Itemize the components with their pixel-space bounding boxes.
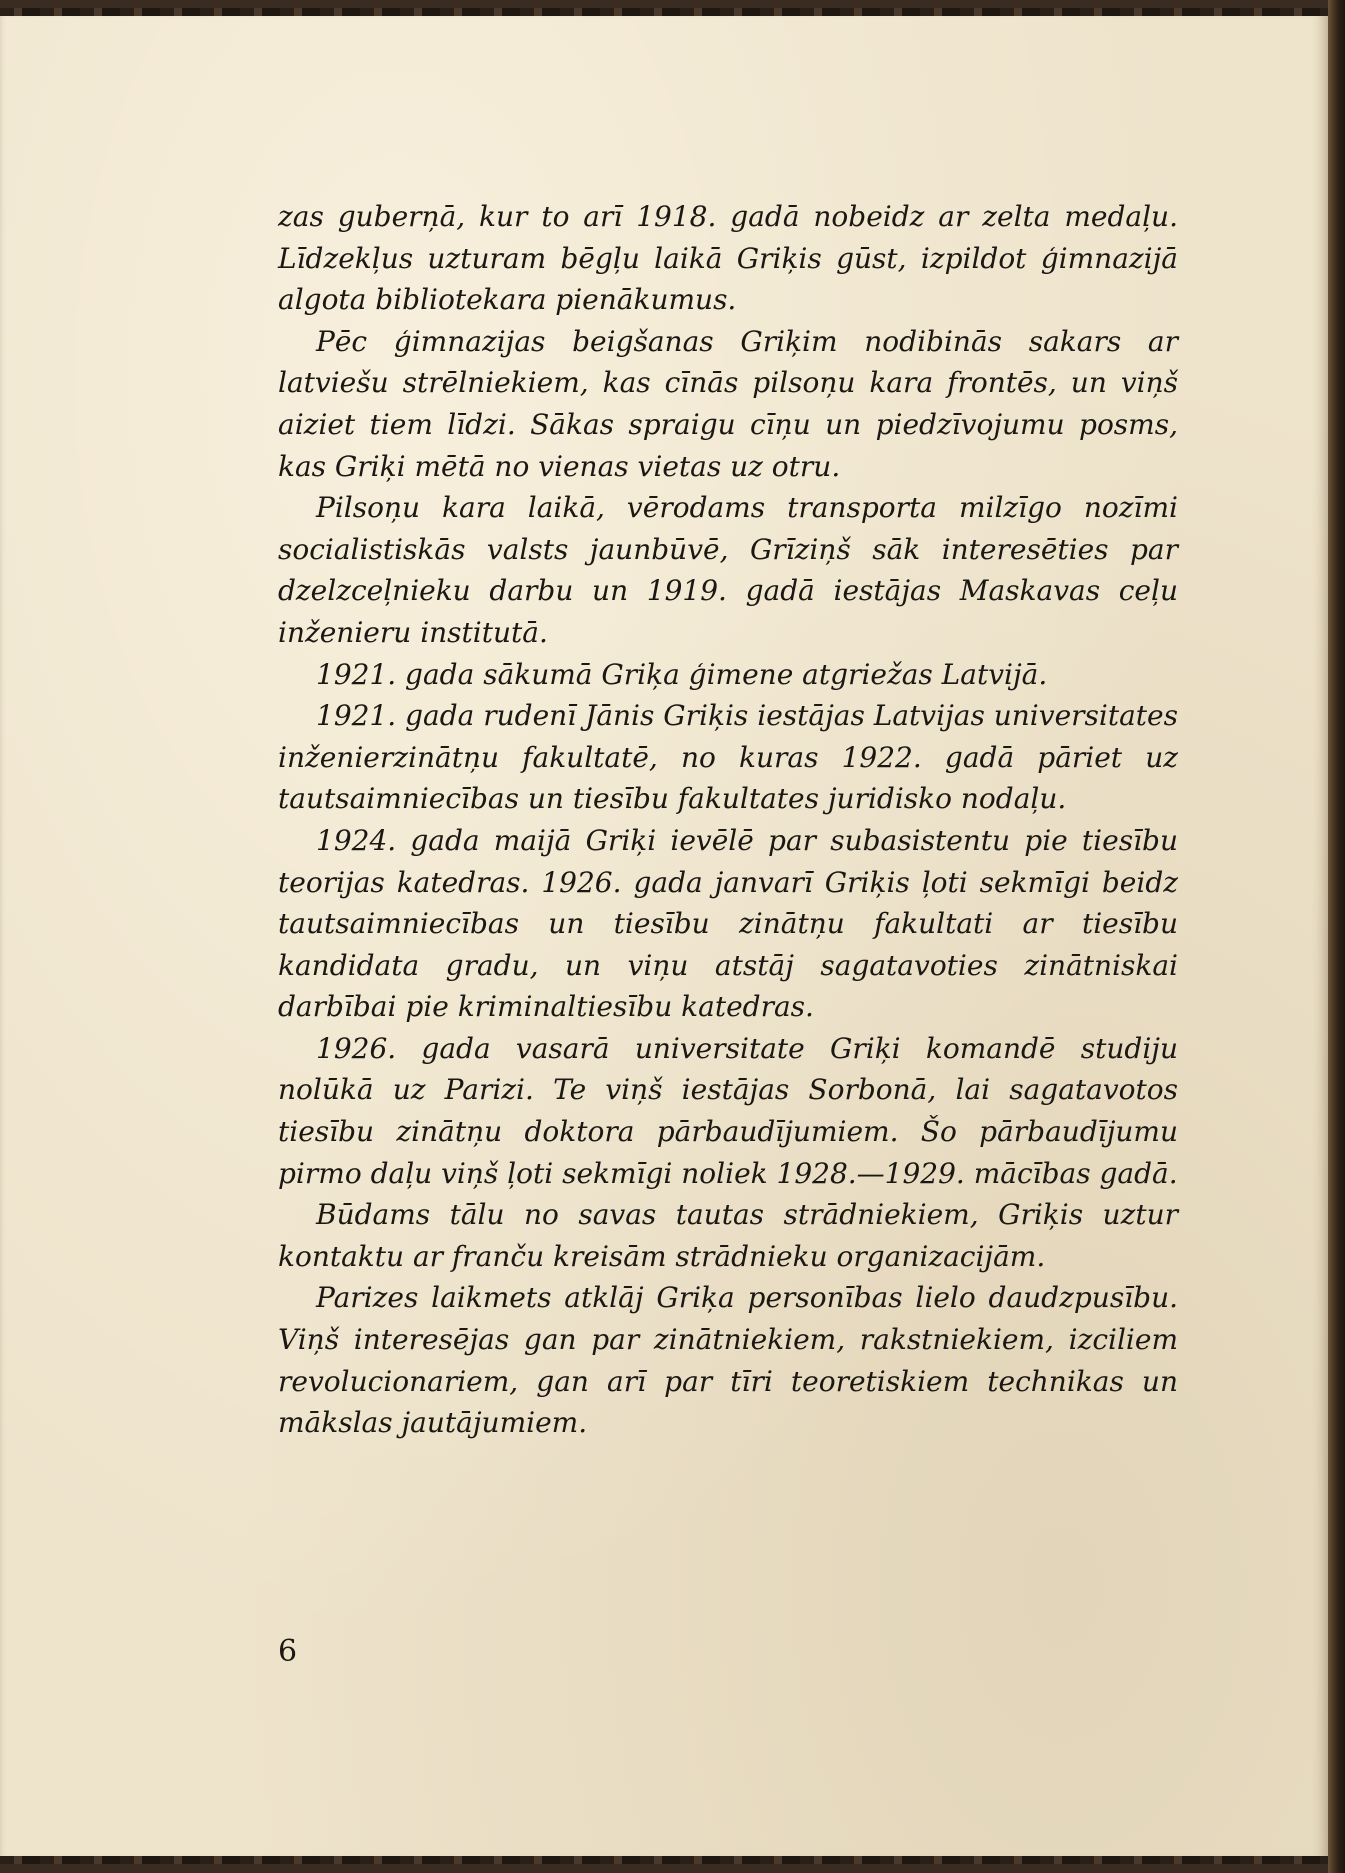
paragraph: Parizes laikmets atklāj Griķa personības lielo daudzpusību. Viņš interesējas gan par zinātniekiem, rakstniekiem, izciliem revolucionariem, gan arī par tīri teoretiskiem technikas un mākslas jautājumiem.	[278, 1281, 1178, 1440]
paragraph: 1924. gada maijā Griķi ievēlē par subasistentu pie tiesību teorijas katedras. 1926. gada janvarī Griķis ļoti sekmīgi beidz tautsaimniecības un tiesību zinātņu fakultati ar tiesību kandidata gradu, un viņu atstāj sagatavoties zinātniskai darbībai pie kriminaltiesību katedras.	[278, 823, 1178, 1024]
paragraph: 1921. gada sākumā Griķa ģimene atgriežas Latvijā.	[316, 657, 1048, 691]
body-text	[278, 196, 1178, 1444]
paragraph: Būdams tālu no savas tautas strādniekiem, Griķis uztur kontaktu ar franču kreisām strādnieku organizacijām.	[278, 1198, 1178, 1273]
page-number: 6	[278, 1634, 298, 1669]
book-spine-edge	[1328, 0, 1345, 1873]
paragraph: 1921. gada rudenī Jānis Griķis iestājas Latvijas universitates inženierzinātņu fakultatē, no kuras 1922. gadā pāriet uz tautsaimniecības un tiesību fakultates juridisko nodaļu.	[278, 699, 1178, 816]
book-page	[0, 8, 1328, 1864]
page-top-edge	[0, 8, 1328, 16]
page-bottom-edge	[0, 1856, 1328, 1864]
paragraph: 1926. gada vasarā universitate Griķi komandē studiju nolūkā uz Parizi. Te viņš iestājas Sorbonā, lai sagatavotos tiesību zinātņu doktora pārbaudījumiem. Šo pārbaudījumu pirmo daļu viņš ļoti sekmīgi noliek 1928.—1929. mācības gadā.	[278, 1031, 1178, 1190]
paragraph: Pilsoņu kara laikā, vērodams transporta milzīgo nozīmi socialistiskās valsts jaunbūvē, Grīziņš sāk interesēties par dzelzceļnieku darbu un 1919. gadā iestājas Maskavas ceļu inženieru institutā.	[278, 491, 1178, 649]
paragraph: zas guberņā, kur to arī 1918. gadā nobeidz ar zelta medaļu. Līdzekļus uzturam bēgļu laikā Griķis gūst, izpildot ģimnazijā algota bibliotekara pienākumus.	[278, 200, 1178, 317]
paragraph: Pēc ģimnazijas beigšanas Griķim nodibinās sakars ar latviešu strēlniekiem, kas cīnās pilsoņu kara frontēs, un viņš aiziet tiem līdzi. Sākas spraigu cīņu un piedzīvojumu posms, kas Griķi mētā no vienas vietas uz otru.	[278, 324, 1178, 483]
